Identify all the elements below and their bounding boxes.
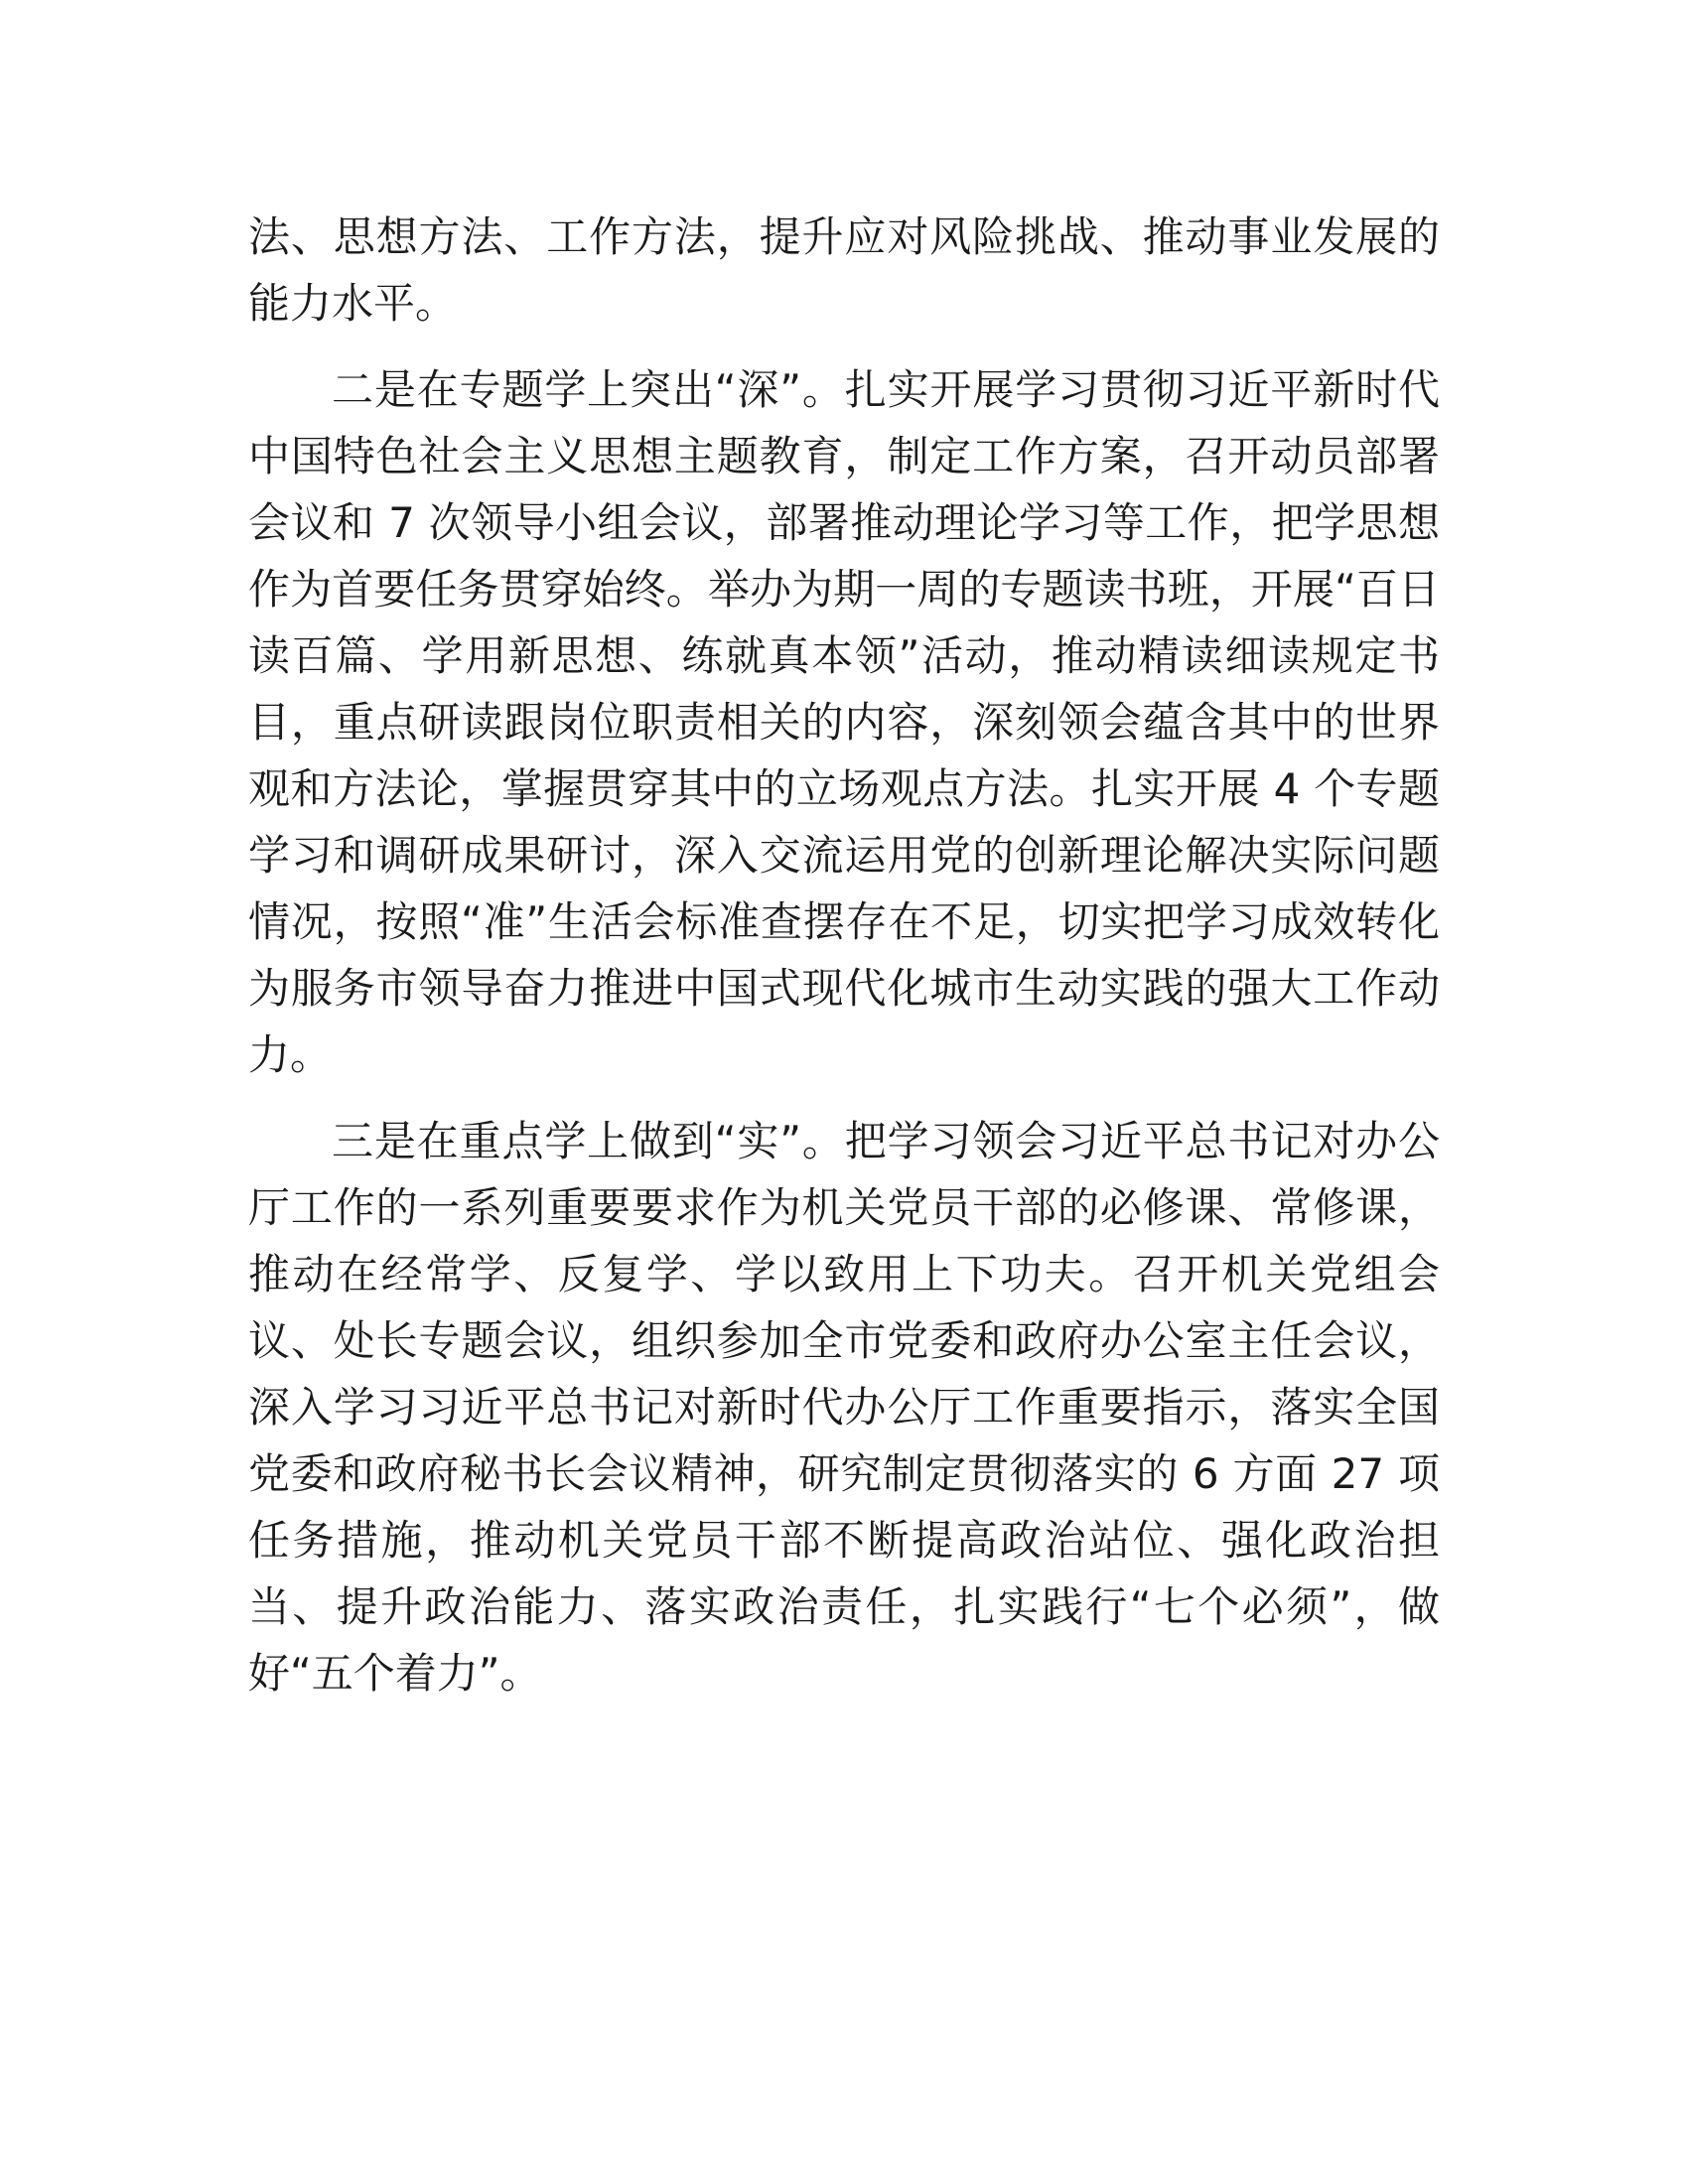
paragraph-continuation: 法、思想方法、工作方法，提升应对风险挑战、推动事业发展的能力水平。: [248, 212, 1440, 328]
document-body: [248, 204, 1440, 1726]
paragraph-point-three: 三是在重点学上做到“实”。把学习领会习近平总书记对办公厅工作的一系列重要要求作为机关党员干部的必修课、常修课，推动在经常学、反复学、学以致用上下功夫。召开机关党组会议、处长专题会议，组织参加全市党委和政府办公室主任会议，深入学习习近平总书记对新时代办公厅工作重要指示，落实全国党委和政府秘书长会议精神，研究制定贯彻落实的 6 方面 27 项任务措施，推动机关党员干部不断提高政治站位、强化政治担当、提升政治能力、落实政治责任，扎实践行“七个必须”，做好“五个着力”。: [248, 1117, 1440, 1698]
paragraph-point-two: 二是在专题学上突出“深”。扎实开展学习贯彻习近平新时代中国特色社会主义思想主题教育，制定工作方案，召开动员部署会议和 7 次领导小组会议，部署推动理论学习等工作，把学思想作为首要任务贯穿始终。举办为期一周的专题读书班，开展“百日读百篇、学用新思想、练就真本领”活动，推动精读细读规定书目，重点研读跟岗位职责相关的内容，深刻领会蕴含其中的世界观和方法论，掌握贯穿其中的立场观点方法。扎实开展 4 个专题学习和调研成果研讨，深入交流运用党的创新理论解决实际问题情况，按照“准”生活会标准查摆存在不足，切实把学习成效转化为服务市领导奋力推进中国式现代化城市生动实践的强大工作动力。: [248, 365, 1440, 1079]
